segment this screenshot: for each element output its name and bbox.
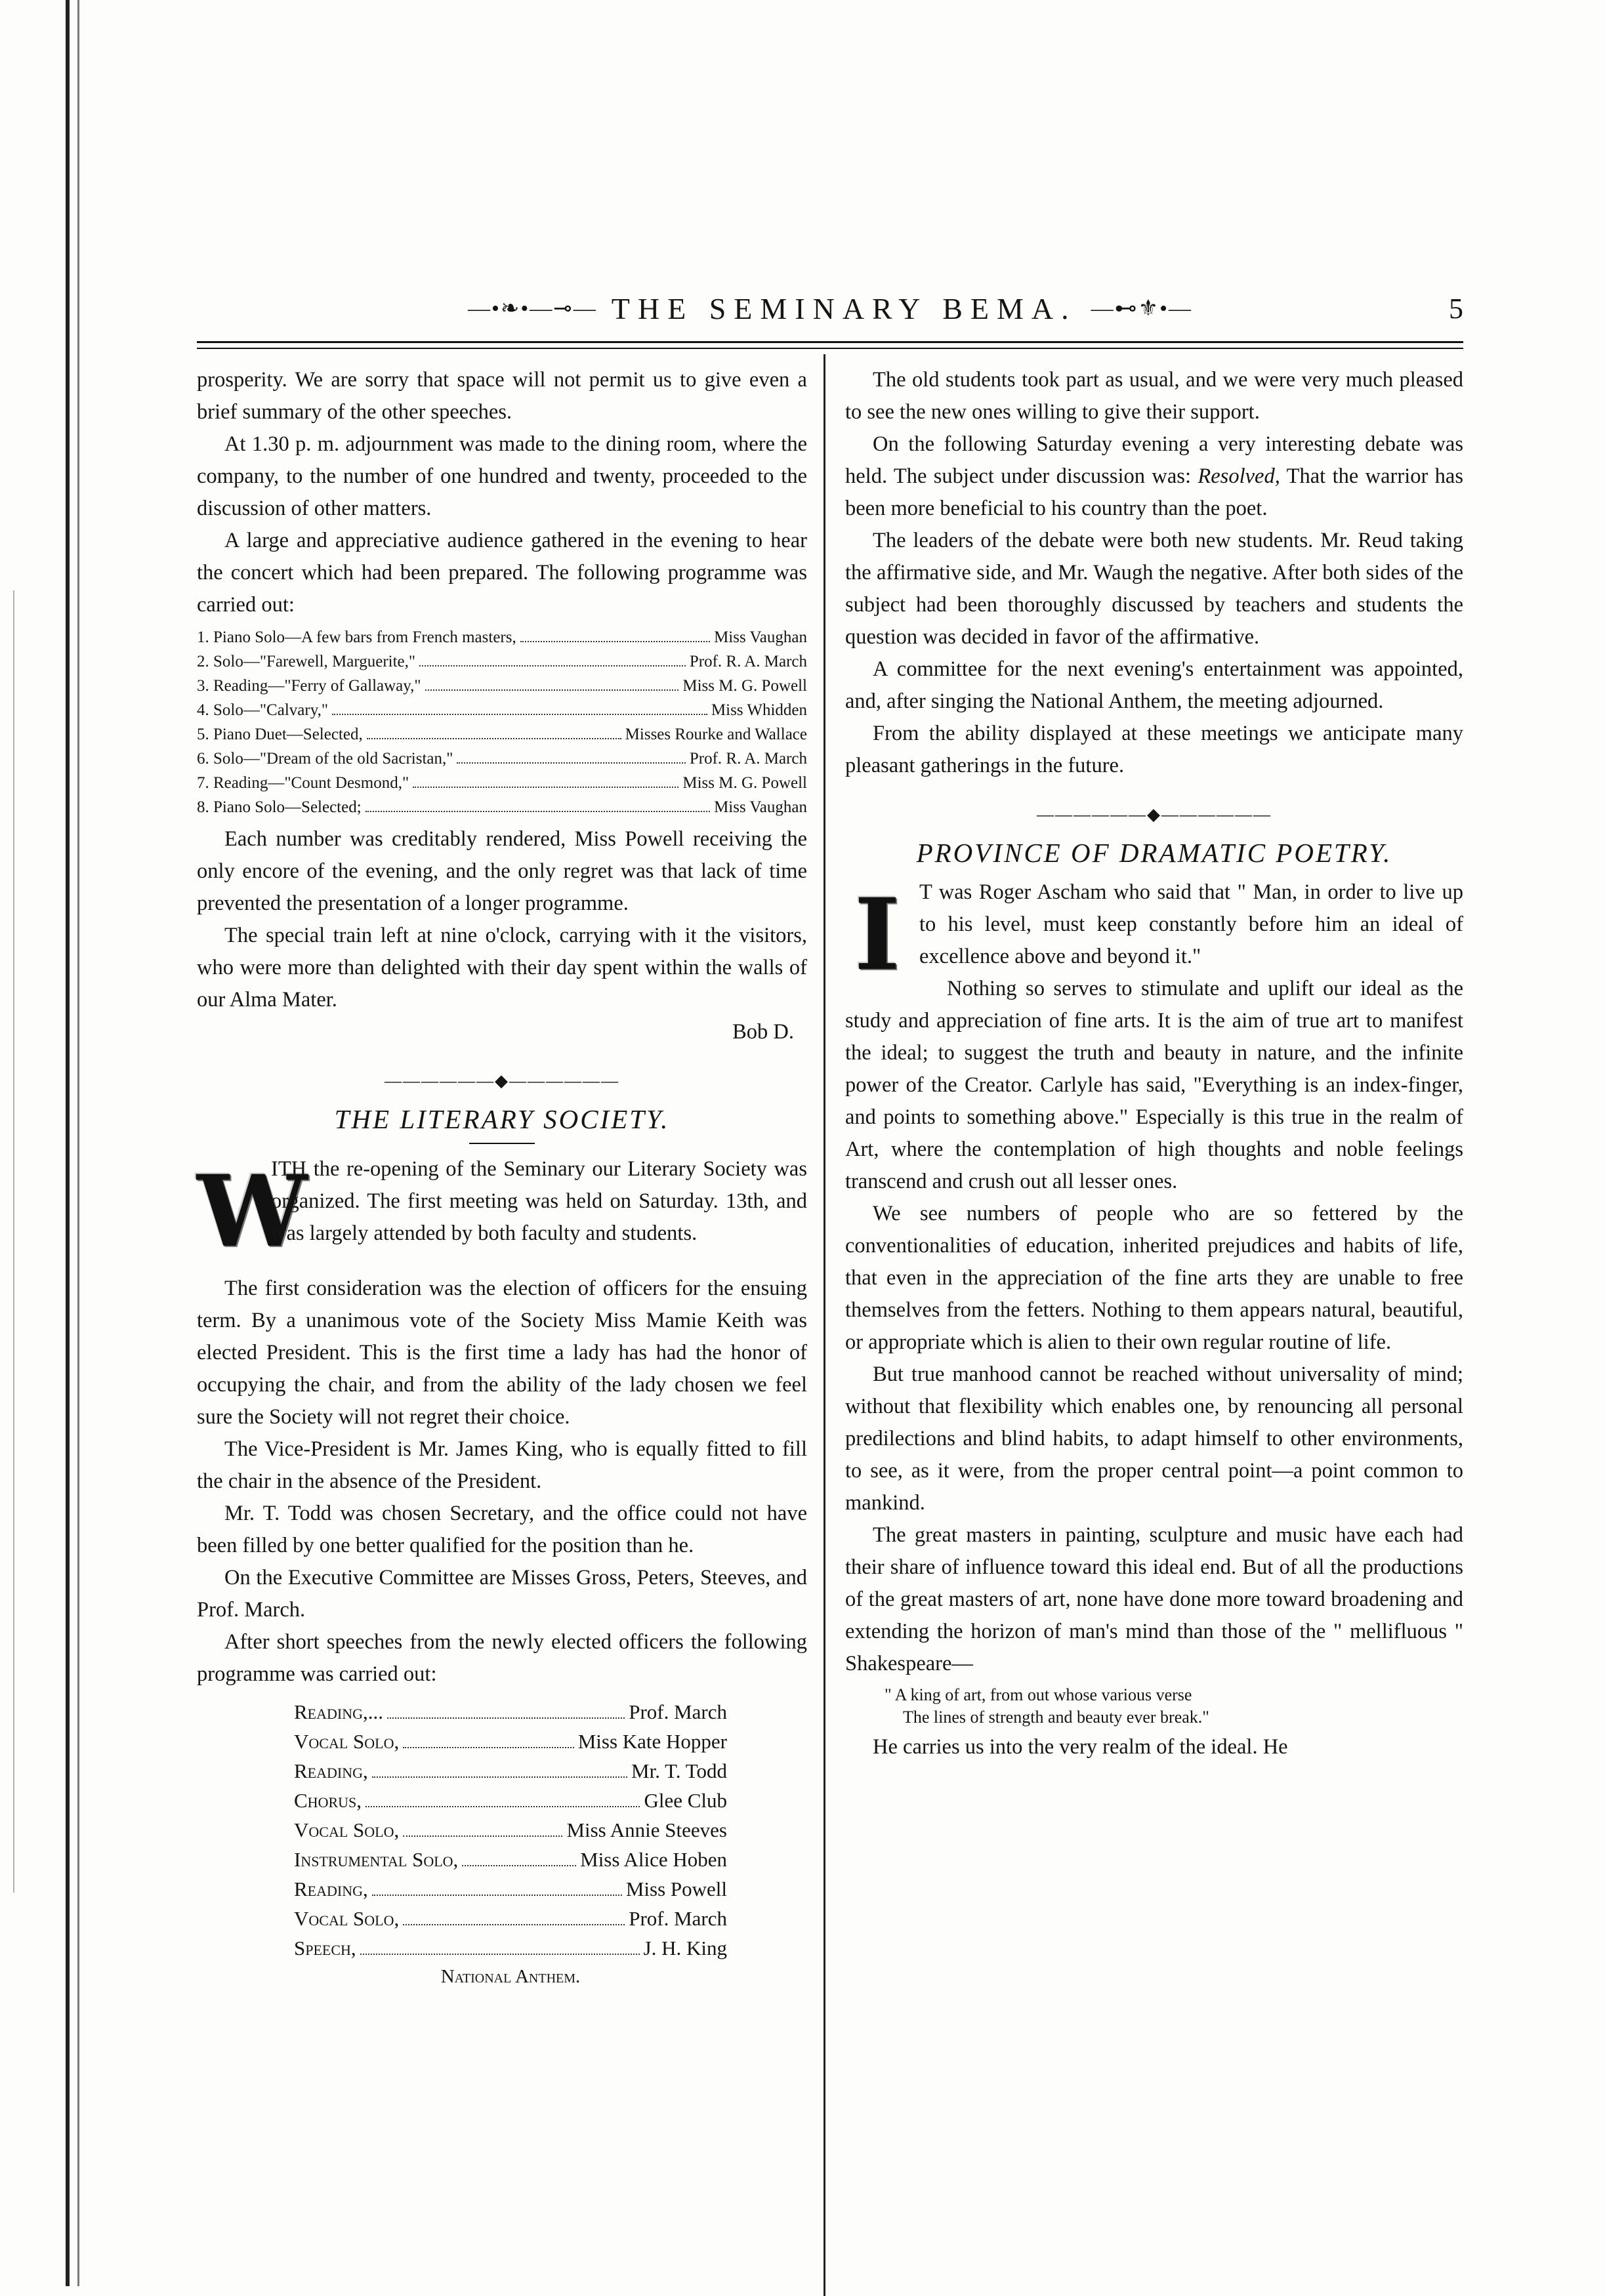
programme-item: Reading, [294, 1759, 368, 1782]
paragraph: After short speeches from the newly elected officers the following programme was carried out: [197, 1630, 807, 1686]
article-body [845, 876, 1463, 1763]
programme-performer: Glee Club [644, 1789, 727, 1812]
programme-row [294, 1786, 727, 1815]
paragraph: We see numbers of people who are so fettered by the conventionalities of education, inherited prejudices and habits of life, that even in the appreciation of the fine arts they are unable to free themselves from the fetters. Nothing to them appears natural, beautiful, or appropriate which is alien to their own regular routine of life. [845, 1202, 1463, 1354]
programme-item: Vocal Solo, [294, 1730, 400, 1753]
programme-row [294, 1756, 727, 1786]
programme-closing: National Anthem. [440, 1966, 581, 1987]
programme-row [294, 1845, 727, 1874]
programme-item: 8. Piano Solo—Selected; [197, 798, 362, 816]
paragraph: A committee for the next evening's entertainment was appointed, and, after singing the National Anthem, the meeting adjourned. [845, 657, 1463, 713]
right-column [845, 364, 1463, 1763]
paragraph: Each number was creditably rendered, Miss Powell receiving the only encore of the evening, and the only regret was that lack of time prevented the presentation of a longer programme. [197, 827, 807, 915]
programme-row [197, 698, 807, 722]
paragraph: At 1.30 p. m. adjournment was made to the dining room, where the company, to the number of one hundred and twenty, proceeded to the discussion of other matters. [197, 432, 807, 520]
paragraph: The leaders of the debate were both new students. Mr. Reud taking the affirmative side, and Mr. Waugh the negative. After both sides of the subject had been thoroughly discussed by teachers and students the question was decided in favor of the affirmative. [845, 529, 1463, 649]
newspaper-page [197, 0, 1463, 2286]
programme-performer: Miss Annie Steeves [566, 1818, 727, 1841]
publication-title: THE SEMINARY BEMA. [611, 291, 1077, 325]
programme-performer: Miss Whidden [711, 701, 807, 719]
paragraph: prosperity. We are sorry that space will not permit us to give even a brief summary of the other speeches. [197, 368, 807, 424]
concert-programme [197, 625, 807, 819]
programme-performer: Miss Powell [625, 1877, 727, 1900]
resolved-label: Resolved, [1198, 464, 1280, 488]
programme-item: 7. Reading—"Count Desmond," [197, 774, 409, 792]
column-divider [823, 354, 825, 2296]
programme-item: 4. Solo—"Calvary," [197, 701, 329, 719]
section-separator: ——————◆—————— [385, 1071, 619, 1090]
programme-performer: Prof. R. A. March [689, 750, 807, 768]
decorative-drop-cap: I [854, 877, 901, 993]
programme-performer: Miss Vaughan [714, 628, 807, 646]
programme-row [294, 1904, 727, 1933]
programme-item: 5. Piano Duet—Selected, [197, 726, 363, 743]
programme-row [197, 747, 807, 771]
paragraph: The old students took part as usual, and we were very much pleased to see the new ones willing to give their support. [845, 368, 1463, 424]
author-signature: Bob D. [732, 1020, 794, 1044]
programme-row [294, 1815, 727, 1845]
heading-rule [469, 1143, 535, 1144]
verse-quotation [885, 1684, 1463, 1729]
decorative-drop-cap: W [197, 1154, 308, 1269]
left-column [197, 364, 807, 1990]
programme-performer: Miss M. G. Powell [682, 677, 807, 695]
programme-row [197, 674, 807, 698]
paragraph: T was Roger Ascham who said that " Man, in order to live up to his level, must keep constantly before him an ideal of excellence above and beyond it." [919, 880, 1463, 968]
programme-row [197, 795, 807, 819]
programme-performer: Prof. March [629, 1907, 727, 1930]
programme-item: 1. Piano Solo—A few bars from French masters, [197, 628, 516, 646]
programme-row [197, 649, 807, 674]
section-heading: THE LITERARY SOCIETY. [334, 1104, 670, 1134]
binding-edge [0, 0, 92, 2286]
programme-row [197, 722, 807, 747]
programme-item: Reading,... [294, 1700, 383, 1723]
paragraph [845, 428, 1463, 525]
paragraph: From the ability displayed at these meetings we anticipate many pleasant gatherings in the future. [845, 722, 1463, 777]
programme-item: 3. Reading—"Ferry of Gallaway," [197, 677, 421, 695]
programme-performer: Prof. R. A. March [689, 653, 807, 670]
programme-row [197, 625, 807, 649]
paragraph: The first consideration was the election of officers for the ensuing term. By a unanimous vote of the Society Miss Mamie Keith was elected President. This is the first time a lady has had the honor of occupying the chair, and from the ability of the lady chosen we feel sure the Society will not regret their choice. [197, 1277, 807, 1429]
programme-performer: Miss Vaughan [714, 798, 807, 816]
verse-line: " A king of art, from out whose various verse [885, 1685, 1192, 1704]
paragraph: He carries us into the very realm of the ideal. He [873, 1735, 1288, 1759]
paragraph: Nothing so serves to stimulate and uplift our ideal as the study and appreciation of fine arts. It is the aim of true art to manifest the ideal; to suggest the truth and beauty in nature, and the infinite power of the Creator. Carlyle has said, "Everything is an index-finger, and points to something above." Especially is this true in the realm of Art, where the contemplation of high thoughts and noble feelings transcend and crush out all lesser ones. [845, 977, 1463, 1193]
programme-performer: Miss Alice Hoben [580, 1848, 727, 1871]
programme-row [294, 1697, 727, 1727]
running-header [197, 289, 1463, 328]
header-ornament-left: —•❧•—⊸— [467, 297, 597, 321]
programme-item: Vocal Solo, [294, 1818, 400, 1841]
header-rule-top [197, 341, 1463, 343]
paragraph: On the Executive Committee are Misses Gross, Peters, Steeves, and Prof. March. [197, 1566, 807, 1622]
paragraph: The great masters in painting, sculpture and music have each had their share of influence toward this ideal end. But of all the productions of the great masters of art, none have done more toward broadening and extending the horizon of man's mind than those of the " mellifluous " Shakespeare— [845, 1523, 1463, 1675]
paragraph: Mr. T. Todd was chosen Secretary, and the office could not have been filled by one better qualified for the position than he. [197, 1502, 807, 1557]
programme-performer: Mr. T. Todd [631, 1759, 727, 1782]
section-heading: PROVINCE OF DRAMATIC POETRY. [916, 838, 1392, 868]
programme-row [294, 1727, 727, 1756]
paragraph-text: That the warrior has been more beneficial to his country than the poet. [845, 464, 1464, 520]
programme-performer: Miss M. G. Powell [682, 774, 807, 792]
programme-performer: Prof. March [629, 1700, 727, 1723]
programme-item: 6. Solo—"Dream of the old Sacristan," [197, 750, 453, 768]
programme-item: Chorus, [294, 1789, 362, 1812]
programme-item: Reading, [294, 1877, 368, 1900]
paragraph: The special train left at nine o'clock, carrying with it the visitors, who were more than delighted with their day spent within the walls of our Alma Mater. [197, 924, 807, 1012]
programme-item: Instrumental Solo, [294, 1848, 459, 1871]
article-body [197, 1153, 807, 1691]
programme-performer: Miss Kate Hopper [577, 1730, 727, 1753]
paragraph: But true manhood cannot be reached without universality of mind; without that flexibility which enables one, by renouncing all personal predilections and blind habits, to adapt himself to other environments, to see, as it were, from the proper central point—a point common to mankind. [845, 1363, 1463, 1515]
paragraph: The Vice-President is Mr. James King, who is equally fitted to fill the chair in the absence of the President. [197, 1437, 807, 1493]
header-rule-bottom [197, 348, 1463, 349]
verse-line: The lines of strength and beauty ever break." [903, 1708, 1209, 1727]
programme-performer: J. H. King [643, 1937, 727, 1959]
programme-item: 2. Solo—"Farewell, Marguerite," [197, 653, 416, 670]
page-number: 5 [1449, 292, 1463, 325]
society-programme [197, 1697, 807, 1990]
programme-row [294, 1874, 727, 1904]
programme-performer: Misses Rourke and Wallace [625, 726, 807, 743]
paragraph: A large and appreciative audience gathered in the evening to hear the concert which had been prepared. The following programme was carried out: [197, 529, 807, 617]
paragraph: ITH the re-opening of the Seminary our Literary Society was organized. The first meeting was held on Saturday. 13th, and was largely attended by both faculty and students. [271, 1157, 807, 1245]
programme-row [197, 771, 807, 795]
header-ornament-right: —⊷⚜•— [1091, 297, 1192, 321]
programme-item: Vocal Solo, [294, 1907, 400, 1930]
programme-row [294, 1933, 727, 1963]
programme-item: Speech, [294, 1937, 356, 1959]
paragraph-text: On the following Saturday evening a very interesting debate was held. The subject under discussion was: [845, 432, 1463, 488]
section-separator: ——————◆—————— [1037, 805, 1272, 824]
